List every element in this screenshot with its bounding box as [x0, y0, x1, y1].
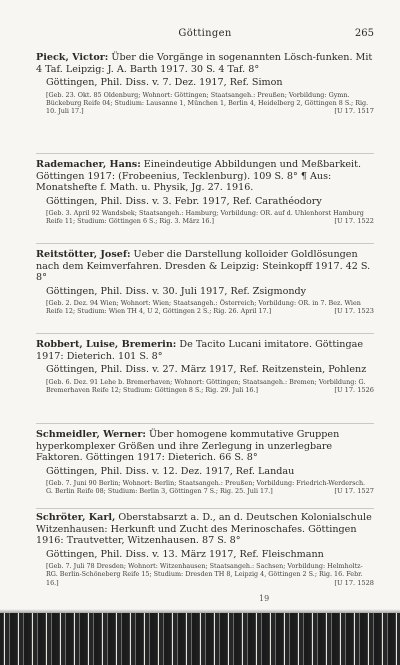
entry-separator: [36, 243, 374, 244]
entry-dissertation: Göttingen, Phil. Diss. v. 3. Febr. 1917, Ref. Carathéodory: [46, 195, 322, 207]
page-number: 265: [354, 28, 374, 39]
entry-author: Pieck, Victor:: [36, 52, 109, 63]
entry-biography: [46, 91, 374, 116]
entry-dissertation: Göttingen, Phil. Diss. v. 13. März 1917, Ref. Fleischmann: [46, 548, 324, 560]
entry-biography-text: [Geb. 7. Juni 90 Berlin; Wohnort: Berlin; Staatsangeh.: Preußen; Vorbildung: Friedrich-Werdersch. G. Berlin Reife 08; Studium: Berlin 3, Göttingen 7 S.; Rig. 25. Juli 17.]: [46, 479, 366, 496]
entry-heading: [36, 429, 374, 464]
entry-title: Über die Vorgänge in sogenannten Lösch-funken. Mit 4 Taf. Leipzig: J. A. Barth 1917. 30 S. 4 Taf. 8°: [36, 52, 373, 75]
entry-author: Reitstötter, Josef:: [36, 249, 131, 260]
entry-title: De Tacito Lucani imitatore. Göttingae 1917: Dieterich. 101 S. 8°: [36, 339, 364, 362]
entry-biography-text: [Geb. 23. Okt. 85 Oldenburg; Wohnort: Göttingen; Staatsangeh.: Preußen; Vorbildung: Gymn. Bückeburg Reife 04; Studium: Lausanne 1, München 1, Berlin 4, Heidelberg 2, Göttingen 8 S.; Rig. 10. Juli 17.]: [46, 90, 369, 116]
entry-separator: [36, 153, 374, 154]
entry-heading: [36, 159, 374, 194]
entry-heading: [36, 249, 374, 284]
catalog-entry-schmeidler: [36, 429, 374, 496]
entry-heading: [36, 339, 374, 362]
catalog-entry-robbert: [36, 339, 374, 394]
entry-biography-text: [Geb. 7. Juli 78 Dresden; Wohnort: Witzenhausen; Staatsangeh.: Sachsen; Vorbildung: Helmholtz-RG. Berlin-Schöneberg Reife 15; Studium: Dresden TH 8, Leipzig 4, Göttingen 2 S.; Rig. 16. Febr. 16.]: [46, 562, 363, 587]
entry-author: Schröter, Karl,: [36, 512, 116, 523]
entry-signature: [U 17. 1517: [334, 107, 374, 116]
entry-biography: [46, 562, 374, 587]
entry-heading: [36, 512, 374, 547]
page-edge-scan-artifact: [0, 613, 400, 665]
running-title: Göttingen: [178, 28, 232, 39]
entry-title: Über homogene kommutative Gruppen hyperkomplexer Größen und ihre Zerlegung in unzerlegbare Faktoren. Göttingen 1917: Dieterich. 66 S. 8°: [36, 429, 340, 463]
entry-author: Robbert, Luise, Bremerin:: [36, 339, 177, 350]
entry-signature: [U 17. 1527: [334, 487, 374, 496]
entry-title: Oberstabsarzt a. D., an d. Deutschen Kolonialschule Witzenhausen: Herkunft und Zucht des Merinoschafes. Göttingen 1916: Trautvetter, Witzenhausen. 87 S. 8°: [36, 512, 372, 546]
entry-title: Eineindeutige Abbildungen und Meßbarkeit. Göttingen 1917: (Frobeenius, Tecklenburg). 109 S. 8° ¶ Aus: Monatshefte f. Math. u. Physik, Jg. 27. 1916.: [36, 159, 362, 193]
entry-separator: [36, 423, 374, 424]
entry-biography: [46, 299, 374, 316]
entry-biography: [46, 479, 374, 496]
entry-signature: [U 17. 1523: [334, 307, 374, 316]
catalog-entry-reitstoetter: [36, 249, 374, 316]
entry-dissertation: Göttingen, Phil. Diss. v. 7. Dez. 1917, Ref. Simon: [46, 77, 283, 88]
entry-biography-text: [Geb. 6. Dez. 91 Lehe b. Bremerhaven; Wohnort: Göttingen; Staatsangeh.: Bremen; Vorbildung: G. Bremerhaven Reife 12; Studium: Göttingen 8 S.; Rig. 29. Juli 16.]: [46, 377, 366, 394]
entry-heading: [36, 52, 374, 75]
entry-author: Rademacher, Hans:: [36, 159, 141, 170]
catalog-entry-rademacher: [36, 159, 374, 226]
entry-dissertation: Göttingen, Phil. Diss. v. 27. März 1917, Ref. Reitzenstein, Pohlenz: [46, 364, 367, 375]
entry-signature: [U 17. 1528: [334, 578, 374, 587]
catalog-entry-pieck: [36, 52, 374, 116]
entry-dissertation: Göttingen, Phil. Diss. v. 30. Juli 1917, Ref. Zsigmondy: [46, 285, 307, 297]
entry-author: Schmeidler, Werner:: [36, 429, 146, 440]
entry-biography: [46, 378, 374, 395]
entry-dissertation: Göttingen, Phil. Diss. v. 12. Dez. 1917, Ref. Landau: [46, 465, 295, 477]
entry-separator: [36, 508, 374, 509]
running-header: [36, 28, 374, 44]
entry-signature: [U 17. 1526: [334, 385, 374, 394]
entry-separator: [36, 333, 374, 334]
entry-biography-text: [Geb. 2. Dez. 94 Wien; Wohnort: Wien; Staatsangeh.: Österreich; Vorbildung: OR. in 7. Bez. Wien Reife 12; Studium: Wien TH 4, U 2, Göttingen 2 S.; Rig. 26. April 17.]: [46, 299, 361, 316]
entry-biography: [46, 209, 374, 226]
entry-title: Ueber die Darstellung kolloider Goldlösungen nach dem Keimverfahren. Dresden & Leipzig: Steinkopff 1917. 42 S. 8°: [36, 249, 371, 283]
entry-signature: [U 17. 1522: [334, 217, 374, 226]
entry-biography-text: [Geb. 3. April 92 Wandsbek; Staatsangeh.: Hamburg; Vorbildung: OR. auf d. Uhlenhorst Hamburg Reife 11; Studium: Göttingen 6 S.; Rig. 3. März 16.]: [46, 209, 364, 226]
signature-mark: 19: [259, 594, 270, 603]
catalog-entry-schroeter: [36, 512, 374, 587]
